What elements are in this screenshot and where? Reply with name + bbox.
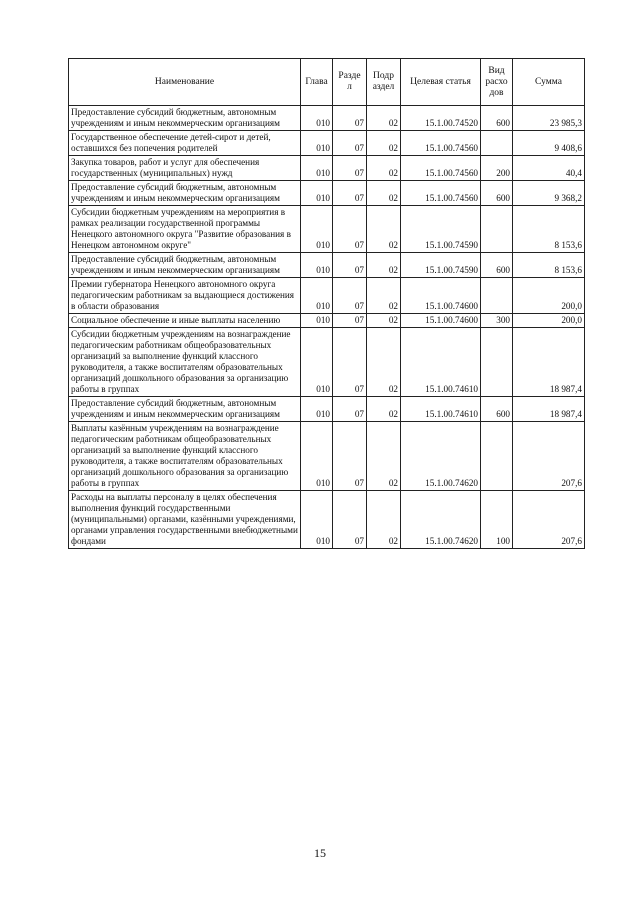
cell-razdel: 07 <box>333 422 367 491</box>
cell-glava: 010 <box>301 106 333 131</box>
column-header-target: Целевая статья <box>401 59 481 106</box>
cell-name: Выплаты казённым учреждениям на вознаграждение педагогическим работникам общеобразовательных организаций за выполнение функций классного руководителя, а также воспитателям образовательных организаций дошкольного образования за организацию работы в группах <box>69 422 301 491</box>
cell-razdel: 07 <box>333 131 367 156</box>
cell-name: Социальное обеспечение и иные выплаты населению <box>69 314 301 328</box>
cell-target: 15.1.00.74620 <box>401 491 481 549</box>
cell-glava: 010 <box>301 253 333 278</box>
cell-podrazdel: 02 <box>367 491 401 549</box>
cell-sum: 23 985,3 <box>513 106 585 131</box>
cell-glava: 010 <box>301 206 333 253</box>
cell-name: Предоставление субсидий бюджетным, автономным учреждениям и иным некоммерческим организациям <box>69 253 301 278</box>
cell-target: 15.1.00.74610 <box>401 328 481 397</box>
table-row <box>69 181 585 206</box>
cell-sum: 18 987,4 <box>513 397 585 422</box>
cell-glava: 010 <box>301 328 333 397</box>
table-row <box>69 156 585 181</box>
column-header-podrazdel: Подр аздел <box>367 59 401 106</box>
cell-target: 15.1.00.74600 <box>401 278 481 314</box>
column-header-name: Наименование <box>69 59 301 106</box>
cell-podrazdel: 02 <box>367 156 401 181</box>
cell-name: Субсидии бюджетным учреждениям на вознаграждение педагогическим работникам общеобразовательных организаций за выполнение функций классного руководителя, а также воспитателям образовательных организаций дошкольного образования за организацию работы в группах <box>69 328 301 397</box>
cell-vid: 600 <box>481 253 513 278</box>
cell-glava: 010 <box>301 397 333 422</box>
table-row <box>69 314 585 328</box>
cell-name: Предоставление субсидий бюджетным, автономным учреждениям и иным некоммерческим организациям <box>69 397 301 422</box>
cell-target: 15.1.00.74600 <box>401 314 481 328</box>
cell-glava: 010 <box>301 278 333 314</box>
table-row <box>69 206 585 253</box>
table-row <box>69 253 585 278</box>
table-row <box>69 422 585 491</box>
cell-podrazdel: 02 <box>367 106 401 131</box>
cell-podrazdel: 02 <box>367 278 401 314</box>
page-number: 15 <box>314 846 326 860</box>
table-row <box>69 397 585 422</box>
cell-vid: 600 <box>481 181 513 206</box>
cell-target: 15.1.00.74610 <box>401 397 481 422</box>
table-row <box>69 491 585 549</box>
table-row <box>69 278 585 314</box>
cell-sum: 8 153,6 <box>513 206 585 253</box>
cell-sum: 9 408,6 <box>513 131 585 156</box>
cell-name: Государственное обеспечение детей-сирот и детей, оставшихся без попечения родителей <box>69 131 301 156</box>
cell-razdel: 07 <box>333 206 367 253</box>
cell-sum: 9 368,2 <box>513 181 585 206</box>
cell-glava: 010 <box>301 422 333 491</box>
cell-podrazdel: 02 <box>367 397 401 422</box>
cell-name: Закупка товаров, работ и услуг для обеспечения государственных (муниципальных) нужд <box>69 156 301 181</box>
cell-sum: 207,6 <box>513 491 585 549</box>
cell-razdel: 07 <box>333 491 367 549</box>
cell-sum: 18 987,4 <box>513 328 585 397</box>
cell-name: Расходы на выплаты персоналу в целях обеспечения выполнения функций государственными (муниципальными) органами, казёнными учреждениями, органами управления государственными внебюджетными фондами <box>69 491 301 549</box>
table-row <box>69 131 585 156</box>
cell-vid: 600 <box>481 106 513 131</box>
cell-target: 15.1.00.74560 <box>401 181 481 206</box>
cell-razdel: 07 <box>333 278 367 314</box>
cell-vid <box>481 278 513 314</box>
cell-sum: 200,0 <box>513 278 585 314</box>
cell-podrazdel: 02 <box>367 131 401 156</box>
cell-glava: 010 <box>301 491 333 549</box>
cell-target: 15.1.00.74590 <box>401 206 481 253</box>
cell-razdel: 07 <box>333 314 367 328</box>
cell-podrazdel: 02 <box>367 314 401 328</box>
cell-podrazdel: 02 <box>367 422 401 491</box>
cell-podrazdel: 02 <box>367 206 401 253</box>
cell-vid: 100 <box>481 491 513 549</box>
cell-razdel: 07 <box>333 156 367 181</box>
cell-vid <box>481 131 513 156</box>
column-header-glava: Глава <box>301 59 333 106</box>
table-row <box>69 328 585 397</box>
cell-name: Предоставление субсидий бюджетным, автономным учреждениям и иным некоммерческим организациям <box>69 106 301 131</box>
cell-vid: 300 <box>481 314 513 328</box>
cell-target: 15.1.00.74590 <box>401 253 481 278</box>
cell-glava: 010 <box>301 156 333 181</box>
column-header-vid: Вид расхо дов <box>481 59 513 106</box>
cell-razdel: 07 <box>333 106 367 131</box>
cell-razdel: 07 <box>333 397 367 422</box>
cell-name: Премии губернатора Ненецкого автономного округа педагогическим работникам за выдающиеся достижения в области образования <box>69 278 301 314</box>
cell-vid <box>481 422 513 491</box>
cell-razdel: 07 <box>333 328 367 397</box>
cell-glava: 010 <box>301 181 333 206</box>
cell-vid <box>481 206 513 253</box>
cell-glava: 010 <box>301 131 333 156</box>
cell-razdel: 07 <box>333 181 367 206</box>
column-header-razdel: Разде л <box>333 59 367 106</box>
cell-target: 15.1.00.74560 <box>401 131 481 156</box>
cell-glava: 010 <box>301 314 333 328</box>
cell-sum: 207,6 <box>513 422 585 491</box>
cell-target: 15.1.00.74620 <box>401 422 481 491</box>
cell-target: 15.1.00.74560 <box>401 156 481 181</box>
cell-target: 15.1.00.74520 <box>401 106 481 131</box>
cell-vid: 600 <box>481 397 513 422</box>
cell-podrazdel: 02 <box>367 253 401 278</box>
cell-podrazdel: 02 <box>367 181 401 206</box>
cell-vid <box>481 328 513 397</box>
cell-podrazdel: 02 <box>367 328 401 397</box>
budget-table <box>68 58 585 549</box>
table-header-row <box>69 59 585 106</box>
cell-vid: 200 <box>481 156 513 181</box>
cell-sum: 8 153,6 <box>513 253 585 278</box>
cell-name: Предоставление субсидий бюджетным, автономным учреждениям и иным некоммерческим организациям <box>69 181 301 206</box>
cell-sum: 200,0 <box>513 314 585 328</box>
cell-name: Субсидии бюджетным учреждениям на мероприятия в рамках реализации государственной программы Ненецкого автономного округа "Развитие образования в Ненецком автономном округе" <box>69 206 301 253</box>
cell-sum: 40,4 <box>513 156 585 181</box>
cell-razdel: 07 <box>333 253 367 278</box>
table-row <box>69 106 585 131</box>
column-header-sum: Сумма <box>513 59 585 106</box>
